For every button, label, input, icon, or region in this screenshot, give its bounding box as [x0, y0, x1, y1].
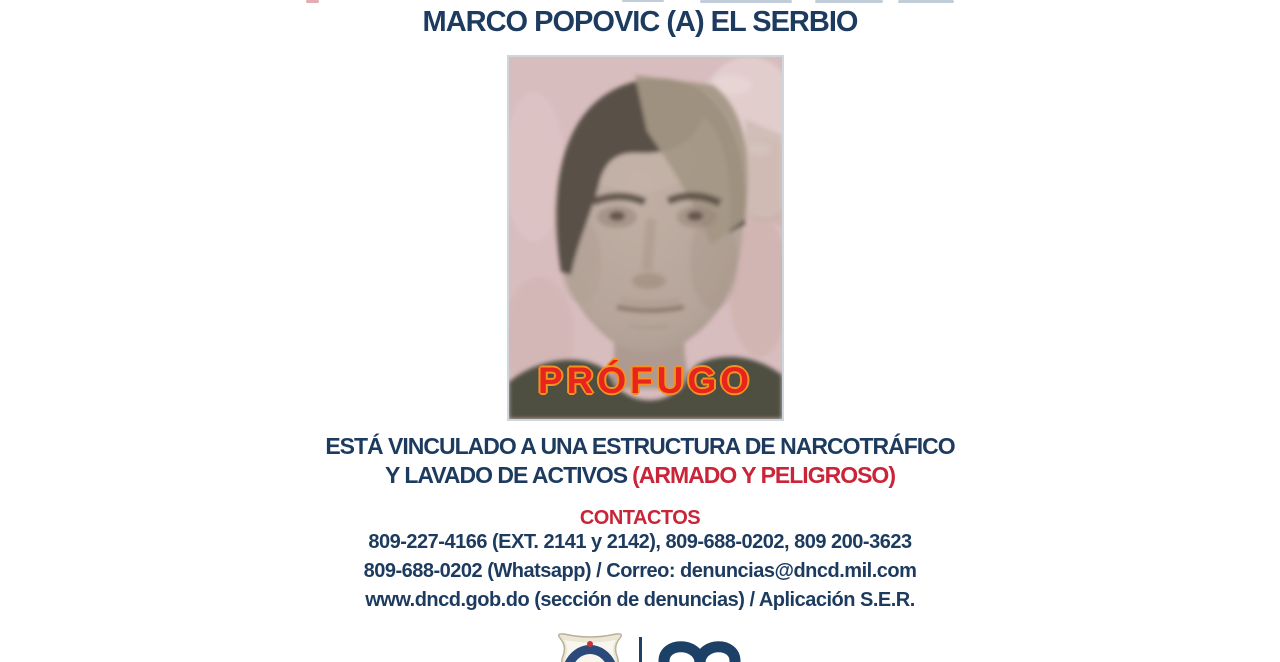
- dncd-shield-logo: [554, 631, 626, 662]
- contact-website-app: www.dncd.gob.do (sección de denuncias) / Aplicación S.E.R.: [365, 589, 915, 611]
- fugitive-status-overlay: PRÓFUGO: [537, 360, 754, 401]
- contacts-heading: CONTACTOS: [579, 507, 701, 529]
- cropped-text-remnant: [700, 0, 792, 3]
- footer-logos: [16, 631, 1280, 662]
- cropped-text-remnant: [306, 0, 319, 3]
- cropped-text-remnant: [898, 0, 954, 3]
- description-armed-dangerous-warning: (ARMADO Y PELIGROSO): [632, 462, 895, 488]
- cropped-text-remnant: [815, 0, 883, 3]
- infinity-logo: [655, 631, 743, 662]
- logo-divider: [639, 637, 642, 662]
- cropped-text-remnant: [622, 0, 664, 2]
- description-line-2-normal: Y LAVADO DE ACTIVOS: [385, 462, 628, 488]
- contact-phone-numbers: 809-227-4166 (EXT. 2141 y 2142), 809-688-0202, 809 200-3623: [368, 531, 912, 553]
- contact-whatsapp-email: 809-688-0202 (Whatsapp) / Correo: denuncias@dncd.mil.com: [363, 560, 917, 582]
- description-line-2: [0, 462, 1280, 489]
- fugitive-name-title: MARCO POPOVIC (A) EL SERBIO: [422, 6, 858, 38]
- fugitive-photo: [507, 55, 784, 421]
- description-line-1: ESTÁ VINCULADO A UNA ESTRUCTURA DE NARCOTRÁFICO: [325, 433, 955, 459]
